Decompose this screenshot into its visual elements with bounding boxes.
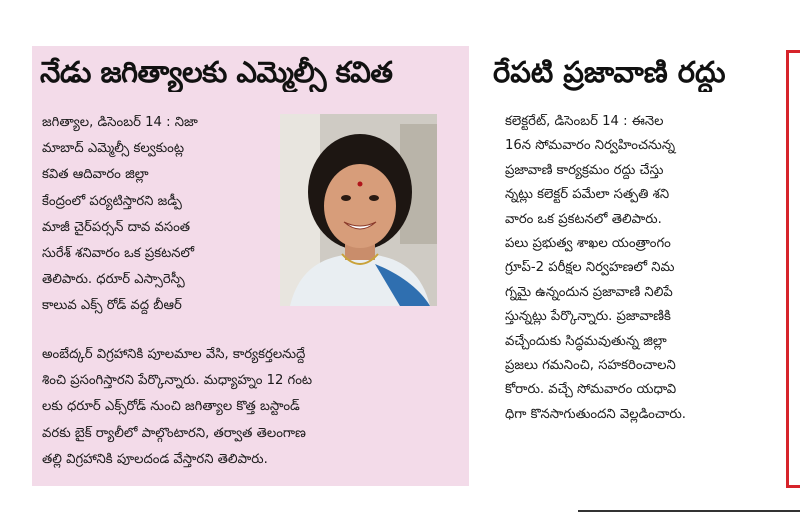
body-line: తెలిపారు. ధరూర్ ఎస్సారెస్పీ	[42, 272, 185, 288]
body-line: కోరారు. వచ్చే సోమవారం యధావి	[505, 382, 677, 398]
body-line: పలు ప్రభుత్వ శాఖల యంత్రాంగం	[505, 236, 671, 252]
body-line: స్తున్నట్లు పేర్కొన్నారు. ప్రజావాణికి	[505, 309, 671, 325]
body-line: జగిత్యాల, డిసెంబర్ 14 : నిజా	[42, 115, 198, 130]
column-rule	[578, 510, 800, 512]
body-line: కాలువ ఎక్స్ రోడ్ వద్ద బీఆర్	[42, 298, 182, 314]
body-line: వరకు బైక్ ర్యాలీలో పాల్గొంటారని, తర్వాత తెలంగాణ	[42, 425, 306, 441]
body-line: లకు ధరూర్ ఎక్స్‌రోడ్ నుంచి జగిత్యాల కొత్త బస్టాండ్	[42, 399, 300, 415]
article-body	[505, 110, 751, 427]
body-line: అంబేద్కర్ విగ్రహానికి పూలమాల వేసి, కార్యకర్తలనుద్దే	[42, 347, 306, 362]
prajavani-cancel-article	[493, 46, 755, 486]
body-line: సురేశ్ శనివారం ఒక ప్రకటనలో	[42, 246, 195, 262]
article-body-bottom	[42, 342, 460, 473]
body-line: గ్నమై ఉన్నందున ప్రజావాణి నిలిపే	[505, 284, 673, 300]
body-line: మాజీ చైర్‌పర్సన్ దావ వసంత	[42, 219, 191, 235]
adjacent-article-border	[786, 50, 800, 488]
body-line: మాబాద్ ఎమ్మెల్సీ కల్వకుంట్ల	[42, 141, 185, 157]
body-line: వచ్చేందుకు సిద్ధమవుతున్న జిల్లా	[505, 333, 667, 349]
body-line: ప్రజావాణి కార్యక్రమం రద్దు చేస్తు	[505, 162, 664, 178]
article-body-top	[42, 110, 274, 320]
body-line: కేంద్రంలో పర్యటిస్తారని జడ్పీ	[42, 193, 182, 209]
portrait-photo	[280, 114, 437, 306]
article-headline: నేడు జగిత్యాలకు ఎమ్మెల్సీ కవిత	[40, 55, 393, 89]
body-line: కలెక్టరేట్, డిసెంబర్ 14 : ఈనెల	[505, 114, 664, 129]
body-line: కవిత ఆదివారం జిల్లా	[42, 167, 149, 183]
kavitha-visit-article	[32, 46, 469, 486]
article-headline: రేపటి ప్రజావాణి రద్దు	[493, 55, 726, 89]
body-line: శించి ప్రసంగిస్తారని పేర్కొన్నారు. మధ్యాహ్నం 12 గంట	[42, 373, 313, 389]
portrait-illustration	[280, 114, 437, 306]
body-line: ధిగా కొనసాగుతుందని వెల్లడించారు.	[505, 406, 686, 422]
body-line: తల్లి విగ్రహానికి పూలదండ వేస్తారని తెలిపారు.	[42, 451, 268, 467]
body-line: వారం ఒక ప్రకటనలో తెలిపారు.	[505, 211, 662, 227]
body-line: ప్రజలు గమనించి, సహకరించాలని	[505, 358, 676, 374]
body-line: గ్రూప్-2 పరీక్షల నిర్వహణలో నిమ	[505, 260, 675, 276]
body-line: 16న సోమవారం నిర్వహించనున్న	[505, 138, 676, 154]
body-line: న్నట్లు కలెక్టర్ పమేలా సత్పతి శని	[505, 187, 670, 203]
